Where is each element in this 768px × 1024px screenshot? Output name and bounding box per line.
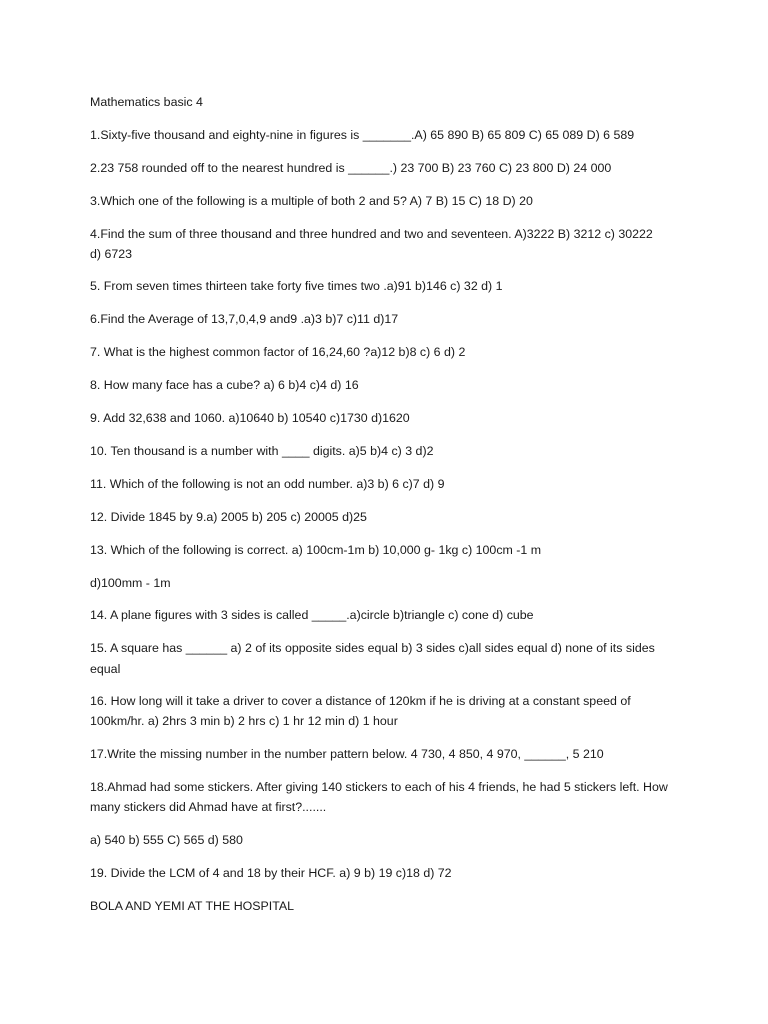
question-4-line-2: d) 6723	[90, 247, 133, 261]
question-19: 19. Divide the LCM of 4 and 18 by their HCF. a) 9 b) 19 c)18 d) 72	[90, 866, 452, 880]
question-12: 12. Divide 1845 by 9.a) 2005 b) 205 c) 20005 d)25	[90, 510, 367, 524]
question-8: 8. How many face has a cube? a) 6 b)4 c)4 d) 16	[90, 378, 359, 392]
question-10: 10. Ten thousand is a number with ____ digits. a)5 b)4 c) 3 d)2	[90, 444, 434, 458]
question-6: 6.Find the Average of 13,7,0,4,9 and9 .a)3 b)7 c)11 d)17	[90, 312, 399, 326]
question-15-line-2: equal	[90, 662, 121, 676]
question-13-line-1: 13. Which of the following is correct. a) 100cm-1m b) 10,000 g- 1kg c) 100cm -1 m	[90, 543, 542, 557]
question-17: 17.Write the missing number in the number pattern below. 4 730, 4 850, 4 970, ______, 5 210	[90, 747, 604, 761]
question-1: 1.Sixty-five thousand and eighty-nine in figures is _______.A) 65 890 B) 65 809 C) 65 089 D) 6 589	[90, 128, 635, 142]
question-9: 9. Add 32,638 and 1060. a)10640 b) 10540 c)1730 d)1620	[90, 411, 410, 425]
question-18-line-2: many stickers did Ahmad have at first?.......	[90, 800, 327, 814]
question-5: 5. From seven times thirteen take forty five times two .a)91 b)146 c) 32 d) 1	[90, 279, 503, 293]
question-2: 2.23 758 rounded off to the nearest hundred is ______.) 23 700 B) 23 760 C) 23 800 D) 24 000	[90, 161, 612, 175]
question-18-options: a) 540 b) 555 C) 565 d) 580	[90, 833, 243, 847]
question-16-line-2: 100km/hr. a) 2hrs 3 min b) 2 hrs c) 1 hr 12 min d) 1 hour	[90, 714, 398, 728]
question-14: 14. A plane figures with 3 sides is called _____.a)circle b)triangle c) cone d) cube	[90, 608, 534, 622]
question-13-line-2: d)100mm - 1m	[90, 576, 171, 590]
question-11: 11. Which of the following is not an odd number. a)3 b) 6 c)7 d) 9	[90, 477, 445, 491]
question-16-line-1: 16. How long will it take a driver to cover a distance of 120km if he is driving at a constant speed of	[90, 694, 631, 708]
section-heading: BOLA AND YEMI AT THE HOSPITAL	[90, 899, 295, 913]
document-title: Mathematics basic 4	[90, 95, 203, 109]
question-3: 3.Which one of the following is a multiple of both 2 and 5? A) 7 B) 15 C) 18 D) 20	[90, 194, 533, 208]
question-18-line-1: 18.Ahmad had some stickers. After giving 140 stickers to each of his 4 friends, he had 5 stickers left. How	[90, 780, 668, 794]
question-7: 7. What is the highest common factor of 16,24,60 ?a)12 b)8 c) 6 d) 2	[90, 345, 466, 359]
question-15-line-1: 15. A square has ______ a) 2 of its opposite sides equal b) 3 sides c)all sides equal d) none of its sides	[90, 641, 655, 655]
question-4-line-1: 4.Find the sum of three thousand and three hundred and two and seventeen. A)3222 B) 3212 c) 30222	[90, 227, 653, 241]
